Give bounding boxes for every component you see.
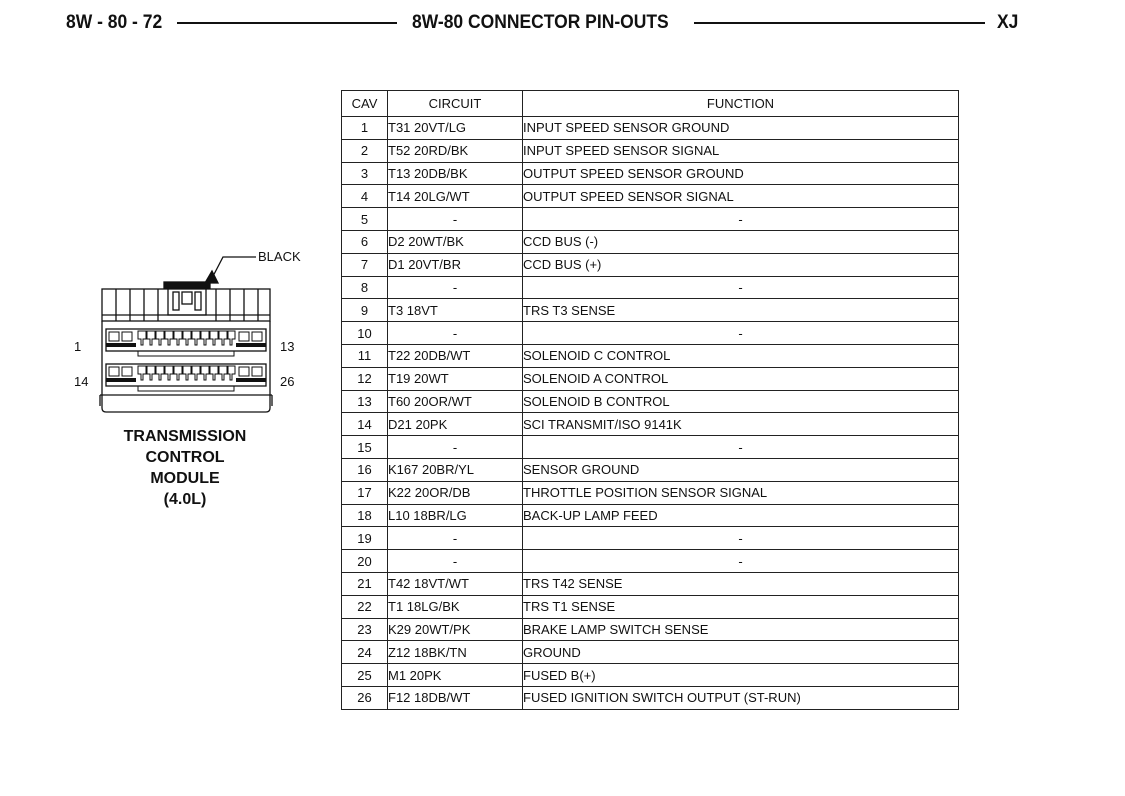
cell-function: - <box>523 436 959 459</box>
cell-cav: 1 <box>342 117 388 140</box>
connector-diagram <box>60 240 290 420</box>
cell-cav: 8 <box>342 276 388 299</box>
cell-circuit: T42 18VT/WT <box>388 572 523 595</box>
cell-cav: 4 <box>342 185 388 208</box>
cell-function: - <box>523 322 959 345</box>
header-rule-left <box>177 22 397 24</box>
cell-circuit: - <box>388 208 523 231</box>
table-row <box>342 208 959 231</box>
table-row <box>342 162 959 185</box>
column-header-cav: CAV <box>342 91 388 117</box>
cell-function: SCI TRANSMIT/ISO 9141K <box>523 413 959 436</box>
table-row <box>342 413 959 436</box>
table-row <box>342 618 959 641</box>
column-header-circuit: CIRCUIT <box>388 91 523 117</box>
cell-circuit: T19 20WT <box>388 367 523 390</box>
cell-circuit: - <box>388 436 523 459</box>
cell-cav: 5 <box>342 208 388 231</box>
column-header-function: FUNCTION <box>523 91 959 117</box>
cell-circuit: - <box>388 322 523 345</box>
connector-caption-line: CONTROL <box>145 449 225 466</box>
cell-function: GROUND <box>523 641 959 664</box>
connector-caption-line: (4.0L) <box>163 491 207 508</box>
cell-function: CCD BUS (+) <box>523 253 959 276</box>
cell-function: BACK-UP LAMP FEED <box>523 504 959 527</box>
cell-cav: 21 <box>342 572 388 595</box>
table-row <box>342 481 959 504</box>
cell-function: - <box>523 276 959 299</box>
table-row <box>342 117 959 140</box>
cell-function: SOLENOID B CONTROL <box>523 390 959 413</box>
pinout-table-body <box>342 117 959 710</box>
cell-function: OUTPUT SPEED SENSOR SIGNAL <box>523 185 959 208</box>
cell-cav: 12 <box>342 367 388 390</box>
table-header-row <box>342 91 959 117</box>
table-row <box>342 641 959 664</box>
page-number: 8W - 80 - 72 <box>66 12 163 33</box>
cell-circuit: D1 20VT/BR <box>388 253 523 276</box>
cell-function: OUTPUT SPEED SENSOR GROUND <box>523 162 959 185</box>
cell-cav: 7 <box>342 253 388 276</box>
pin-label-14: 14 <box>74 374 89 389</box>
cell-circuit: K167 20BR/YL <box>388 458 523 481</box>
cell-function: THROTTLE POSITION SENSOR SIGNAL <box>523 481 959 504</box>
table-row <box>342 572 959 595</box>
cell-function: BRAKE LAMP SWITCH SENSE <box>523 618 959 641</box>
cell-circuit: F12 18DB/WT <box>388 686 523 709</box>
cell-circuit: T3 18VT <box>388 299 523 322</box>
cell-cav: 23 <box>342 618 388 641</box>
cell-cav: 18 <box>342 504 388 527</box>
connector-caption-line: MODULE <box>150 470 220 487</box>
table-row <box>342 139 959 162</box>
cell-cav: 15 <box>342 436 388 459</box>
cell-cav: 22 <box>342 595 388 618</box>
table-row <box>342 686 959 709</box>
cell-function: SOLENOID A CONTROL <box>523 367 959 390</box>
page-title: 8W-80 CONNECTOR PIN-OUTS <box>412 12 669 33</box>
header-rule-right <box>694 22 985 24</box>
cell-cav: 24 <box>342 641 388 664</box>
cell-cav: 9 <box>342 299 388 322</box>
cell-cav: 13 <box>342 390 388 413</box>
cell-circuit: T52 20RD/BK <box>388 139 523 162</box>
cell-circuit: K22 20OR/DB <box>388 481 523 504</box>
table-row <box>342 390 959 413</box>
cell-circuit: - <box>388 527 523 550</box>
cell-cav: 11 <box>342 344 388 367</box>
cell-cav: 6 <box>342 230 388 253</box>
cell-cav: 19 <box>342 527 388 550</box>
cell-cav: 2 <box>342 139 388 162</box>
cell-cav: 14 <box>342 413 388 436</box>
cell-cav: 3 <box>342 162 388 185</box>
cell-function: - <box>523 208 959 231</box>
pin-label-1: 1 <box>74 339 82 354</box>
table-row <box>342 344 959 367</box>
table-row <box>342 664 959 687</box>
cell-circuit: D21 20PK <box>388 413 523 436</box>
cell-function: INPUT SPEED SENSOR GROUND <box>523 117 959 140</box>
cell-function: FUSED IGNITION SWITCH OUTPUT (ST-RUN) <box>523 686 959 709</box>
cell-circuit: Z12 18BK/TN <box>388 641 523 664</box>
cell-cav: 20 <box>342 550 388 573</box>
table-row <box>342 185 959 208</box>
cell-function: - <box>523 550 959 573</box>
pin-label-26: 26 <box>280 374 295 389</box>
connector-color-label: BLACK <box>258 249 301 264</box>
cell-function: CCD BUS (-) <box>523 230 959 253</box>
cell-cav: 10 <box>342 322 388 345</box>
cell-function: TRS T1 SENSE <box>523 595 959 618</box>
cell-cav: 26 <box>342 686 388 709</box>
cell-function: - <box>523 527 959 550</box>
table-row <box>342 276 959 299</box>
cell-circuit: T14 20LG/WT <box>388 185 523 208</box>
cell-circuit: L10 18BR/LG <box>388 504 523 527</box>
table-row <box>342 595 959 618</box>
pin-label-13: 13 <box>280 339 295 354</box>
table-row <box>342 527 959 550</box>
cell-circuit: K29 20WT/PK <box>388 618 523 641</box>
cell-circuit: M1 20PK <box>388 664 523 687</box>
cell-cav: 17 <box>342 481 388 504</box>
model-code: XJ <box>997 12 1019 33</box>
table-row <box>342 367 959 390</box>
connector-caption-line: TRANSMISSION <box>123 428 247 445</box>
cell-circuit: - <box>388 276 523 299</box>
cell-function: INPUT SPEED SENSOR SIGNAL <box>523 139 959 162</box>
table-row <box>342 504 959 527</box>
cell-circuit: T60 20OR/WT <box>388 390 523 413</box>
cell-function: TRS T42 SENSE <box>523 572 959 595</box>
cell-circuit: - <box>388 550 523 573</box>
pinout-table <box>341 90 959 710</box>
cell-circuit: T1 18LG/BK <box>388 595 523 618</box>
cell-cav: 25 <box>342 664 388 687</box>
cell-function: TRS T3 SENSE <box>523 299 959 322</box>
table-row <box>342 322 959 345</box>
cell-function: SENSOR GROUND <box>523 458 959 481</box>
cell-function: FUSED B(+) <box>523 664 959 687</box>
cell-circuit: T31 20VT/LG <box>388 117 523 140</box>
cell-circuit: T13 20DB/BK <box>388 162 523 185</box>
table-row <box>342 550 959 573</box>
table-row <box>342 299 959 322</box>
table-row <box>342 230 959 253</box>
table-row <box>342 253 959 276</box>
cell-circuit: D2 20WT/BK <box>388 230 523 253</box>
cell-circuit: T22 20DB/WT <box>388 344 523 367</box>
table-row <box>342 458 959 481</box>
cell-function: SOLENOID C CONTROL <box>523 344 959 367</box>
cell-cav: 16 <box>342 458 388 481</box>
table-row <box>342 436 959 459</box>
